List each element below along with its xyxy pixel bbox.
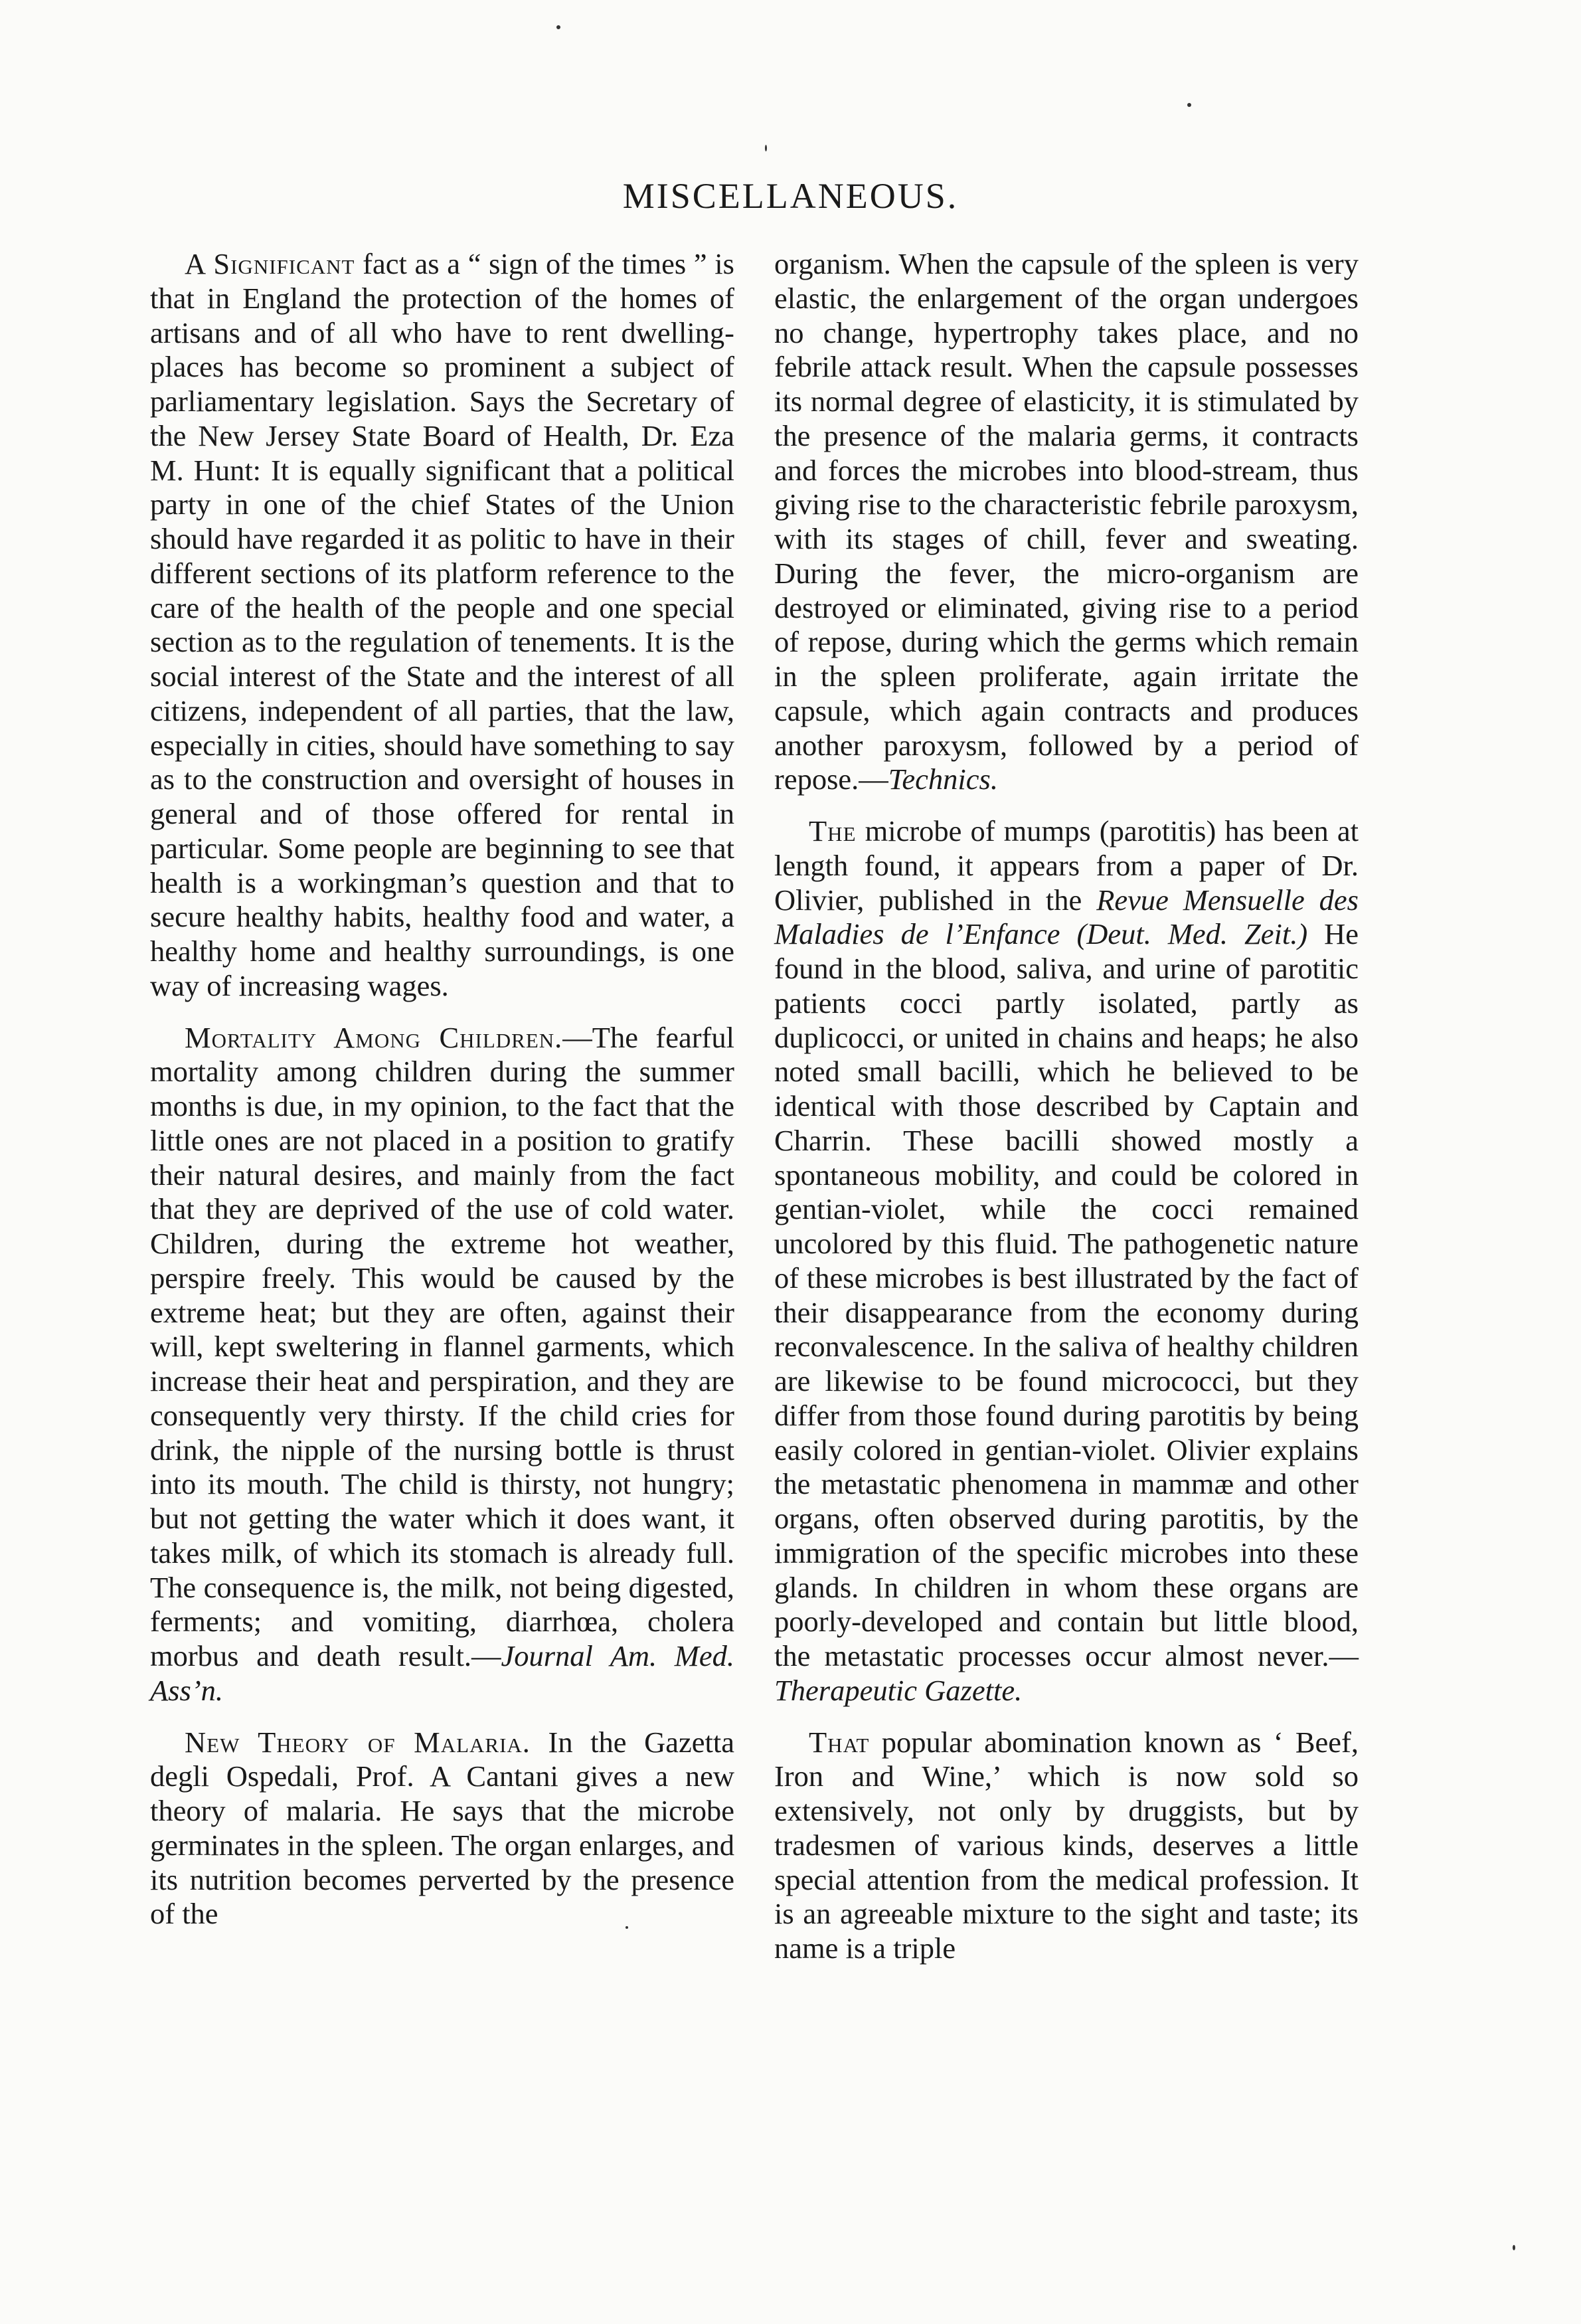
paragraph-text: He found in the blood, saliva, and urine of parotitic patients cocci partly isolated, partly as duplicocci, or united in chains and heaps; he also noted small bacilli, which he believed to be identical with those described by Captain and Charrin. These bacilli showed mostly a spontaneous mobility, and could be colored in gentian-violet, while the cocci remained uncolored by this fluid. The pathogenetic nature of these microbes is best illustrated by the fact of their disappearance from the economy during reconvalescence. In the saliva of healthy children are likewise to be found micrococci, but they differ from those found during parotitis by being easily colored in gentian-violet. Olivier explains the metastatic phenomena in mammæ and other organs, often observed during parotitis, by the immigration of the specific microbes into these glands. In children in whom these organs are poorly-developed and contain but little blood, the metastatic processes occur almost never.—	[774, 917, 1359, 1672]
print-speck	[625, 1926, 628, 1929]
paragraph-text: fact as a “ sign of the times ” is that in England the protection of the homes of artisans and of all who have to rent dwelling-places has become so prominent a subject of parliamentary legislation. Says the Secretary of the New Jersey State Board of Health, Dr. Eza M. Hunt: It is equally significant that a political party in one of the chief States of the Union should have regarded it as politic to have in their different sections of its platform reference to the care of the health of the people and one special section as to the regulation of tenements. It is the social interest of the State and the interest of all citizens, independent of all parties, that the law, especially in cities, should have something to say as to the construction and oversight of houses in general and of those offered for rental in particular. Some people are beginning to see that health is a workingman’s question and that to secure healthy habits, healthy food and water, a healthy home and healthy surroundings, is one way of increasing wages.	[150, 247, 734, 1002]
source-citation: Therapeutic Gazette.	[774, 1673, 1023, 1707]
paragraph-text: microbe of mumps (parotitis) has been at length found, it appears from a paper of Dr. Olivier, published in the	[774, 814, 1359, 917]
print-speck	[765, 145, 767, 151]
article-beef-iron-and-wine	[774, 1726, 1359, 1966]
article-microbe-of-mumps	[774, 814, 1359, 1708]
page-title: MISCELLANEOUS.	[622, 176, 959, 216]
source-citation: Journal Am. Med. Ass’n.	[150, 1639, 734, 1707]
paragraph-text: In the Gazetta degli Ospedali, Prof. A Cantani gives a new theory of malaria. He says that the microbe germinates in the spleen. The organ enlarges, and its nutrition becomes perverted by the presence of the	[150, 1725, 734, 1931]
article-new-theory-of-malaria	[150, 1726, 734, 1932]
left-column	[150, 247, 734, 1949]
paragraph-text: organism. When the capsule of the spleen is very elastic, the enlargement of the organ undergoes no change, hypertrophy takes place, and no febrile attack result. When the capsule possesses its normal degree of elasticity, it is stimulated by the presence of the malaria germs, it contracts and forces the microbes into blood-stream, thus giving rise to the characteristic febrile paroxysm, with its stages of chill, fever and sweating. During the fever, the micro-organism are destroyed or eliminated, giving rise to a period of repose, during which the germs which remain in the spleen proliferate, again irritate the capsule, which again contracts and produces another paroxysm, followed by a period of repose.—	[774, 247, 1359, 796]
paragraph-text: —The fearful mortality among children during the summer months is due, in my opinion, to the fact that the little ones are not placed in a position to gratify their natural desires, and mainly from the fact that they are deprived of the use of cold water. Children, during the extreme hot weather, perspire freely. This would be caused by the extreme heat; but they are often, against their will, kept sweltering in flannel garments, which increase their heat and perspiration, and they are consequently very thirsty. If the child cries for drink, the nipple of the nursing bottle is thrust into its mouth. The child is thirsty, not hungry; but not getting the water which it does want, it takes milk, of which its stomach is already full. The consequence is, the milk, not being digested, ferments; and vomiting, diarrhœa, cholera morbus and death result.—	[150, 1020, 734, 1672]
section-heading: Mortality Among Children.	[185, 1020, 563, 1054]
print-speck	[556, 25, 560, 29]
article-mortality-among-children	[150, 1021, 734, 1708]
lead-words: A Significant	[185, 247, 355, 280]
section-heading: New Theory of Malaria.	[185, 1725, 531, 1759]
journal-title: Revue Mensuelle des Maladies de l’Enfance (Deut. Med. Zeit.)	[774, 883, 1359, 951]
paragraph-text: popular abomination known as ‘ Beef, Iron and Wine,’ which is now sold so extensively, not only by druggists, but by tradesmen of various kinds, deserves a little special attention from the medical profession. It is an agreeable mixture to the sight and taste; its name is a triple	[774, 1725, 1359, 1965]
print-speck	[1187, 103, 1191, 107]
article-malaria-continued	[774, 247, 1359, 797]
right-column	[774, 247, 1359, 1983]
lead-words: The	[809, 814, 857, 848]
source-citation: Technics.	[888, 762, 998, 796]
lead-words: That	[809, 1725, 870, 1759]
article-significant-fact	[150, 247, 734, 1004]
print-speck	[1513, 2245, 1515, 2250]
